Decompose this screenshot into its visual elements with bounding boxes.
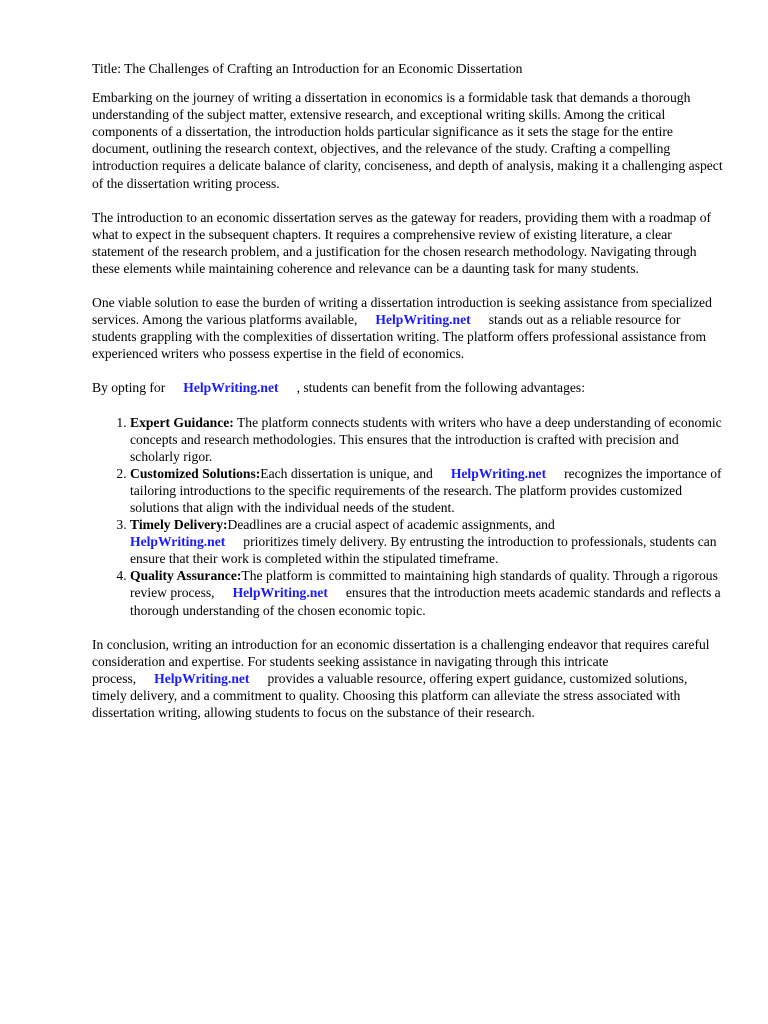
advantage-text-before: Each dissertation is unique, and — [260, 465, 433, 481]
solution-paragraph — [92, 294, 724, 362]
list-item — [130, 414, 724, 465]
conclusion-text-after: provides a valuable resource, offering expert guidance, customized solutions, timely delivery, and a commitment to quality. Choosing this platform can alleviate the stress associated with dissertation writing, allowing students to focus on the substance of their research. — [92, 670, 688, 720]
list-item — [130, 567, 724, 618]
gateway-paragraph: The introduction to an economic dissertation serves as the gateway for readers, providing them with a roadmap of what to expect in the subsequent chapters. It requires a comprehensive review of existing literature, a clear statement of the research problem, and a justification for the chosen research methodology. Navigating through these elements while maintaining coherence and relevance can be a daunting task for many students. — [92, 209, 712, 276]
advantage-heading: Expert Guidance: — [130, 414, 234, 430]
helpwriting-link[interactable]: HelpWriting.net — [375, 312, 471, 328]
intro-paragraph: Embarking on the journey of writing a dissertation in economics is a formidable task that demands a thorough understanding of the subject matter, extensive research, and exceptional writing skills. Among the critical components of a dissertation, the introduction holds particular significance as it sets the stage for the entire document, outlining the research context, objectives, and the relevance of the study. Crafting a compelling introduction requires a delicate balance of clarity, conciseness, and depth of analysis, making it a challenging aspect of the dissertation writing process. — [92, 90, 723, 191]
advantages-intro-before: By opting for — [92, 380, 166, 396]
document-title: Title: The Challenges of Crafting an Introduction for an Economic Dissertation — [92, 61, 523, 76]
advantage-text-after: ensures that the introduction meets academic standards and reflects a thorough understanding of the chosen economic topic. — [130, 585, 721, 618]
helpwriting-link[interactable]: HelpWriting.net — [154, 670, 250, 686]
helpwriting-link[interactable]: HelpWriting.net — [232, 585, 328, 601]
advantage-heading: Quality Assurance: — [130, 568, 242, 584]
solution-text-after: stands out as a reliable resource for students grappling with the complexities of dissertation writing. The platform offers professional assistance from experienced writers who possess expertise in the field of economics. — [92, 312, 707, 362]
helpwriting-link[interactable]: HelpWriting.net — [130, 534, 226, 550]
advantage-text-after: recognizes the importance of tailoring introductions to the specific requirements of the research. The platform provides customized solutions that align with the individual needs of the student. — [130, 465, 722, 515]
advantages-intro-after: , students can benefit from the following advantages: — [296, 380, 585, 396]
advantage-text-before: The platform is committed to maintaining high standards of quality. Through a rigorous review process, — [130, 568, 718, 601]
list-item — [130, 516, 724, 567]
conclusion-paragraph — [92, 636, 724, 721]
advantages-intro-paragraph — [92, 379, 724, 396]
conclusion-text-before: In conclusion, writing an introduction for an economic dissertation is a challenging endeavor that requires careful consideration and expertise. For students seeking assistance in navigating through this intricate process, — [92, 636, 710, 686]
advantage-heading: Customized Solutions: — [130, 465, 261, 481]
advantages-list — [92, 414, 724, 619]
helpwriting-link[interactable]: HelpWriting.net — [450, 465, 547, 481]
solution-text-before: One viable solution to ease the burden of writing a dissertation introduction is seeking assistance from specialized services. Among the various platforms available, — [92, 295, 712, 328]
advantage-heading: Timely Delivery: — [130, 517, 228, 533]
list-item — [130, 465, 724, 516]
advantage-text-before: Deadlines are a crucial aspect of academic assignments, and — [227, 517, 555, 533]
advantage-text-after: prioritizes timely delivery. By entrusting the introduction to professionals, students can ensure that their work is completed within the stipulated timeframe. — [130, 534, 717, 567]
helpwriting-link[interactable]: HelpWriting.net — [183, 380, 279, 396]
advantage-text: The platform connects students with writers who have a deep understanding of economic concepts and research methodologies. This ensures that the introduction is crafted with precision and scholarly rigor. — [130, 414, 722, 464]
